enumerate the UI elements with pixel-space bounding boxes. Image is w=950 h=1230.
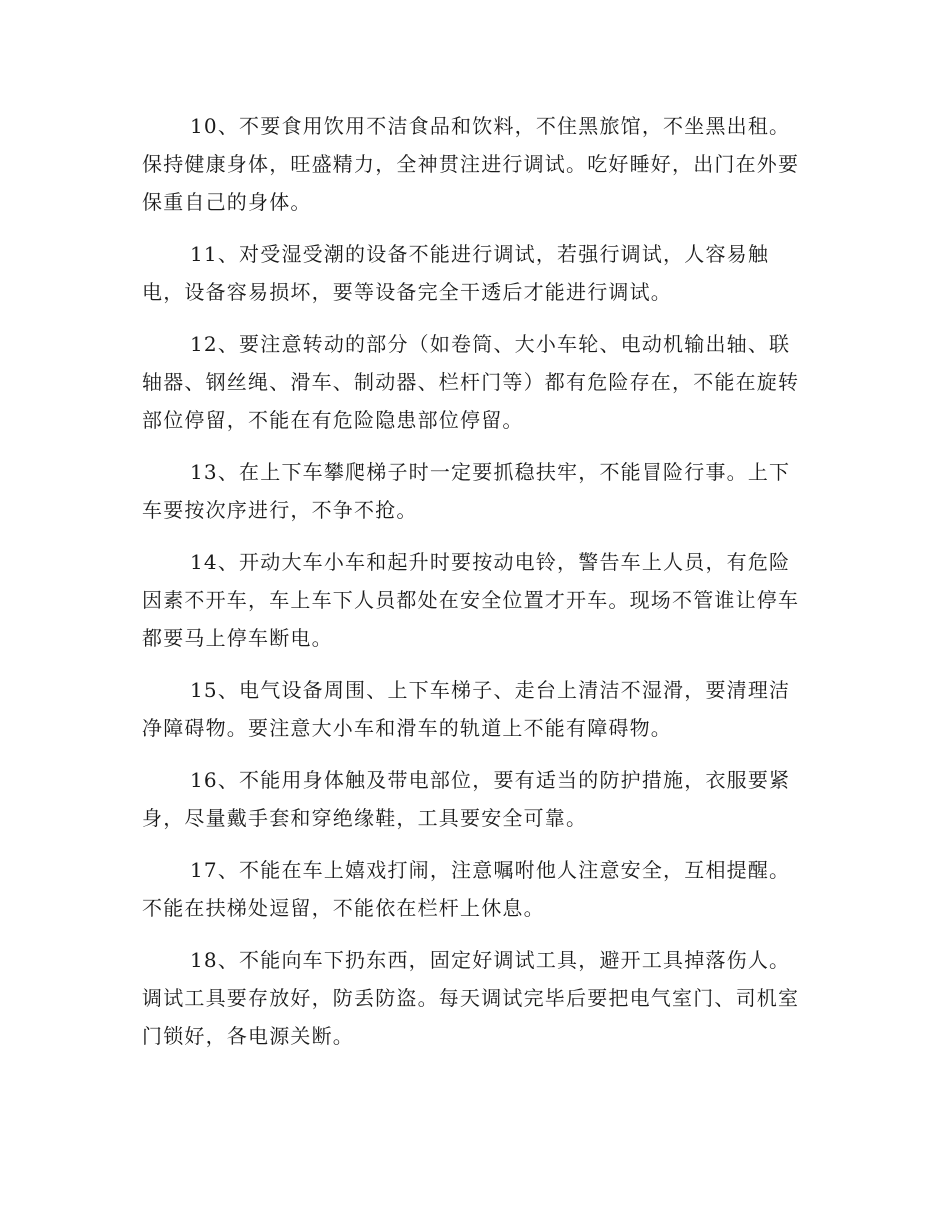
paragraph-16: 16、不能用身体触及带电部位，要有适当的防护措施，衣服要紧身，尽量戴手套和穿绝缘鞋，工具要安全可靠。 — [142, 768, 791, 830]
paragraph-18: 18、不能向车下扔东西，固定好调试工具，避开工具掉落伤人。调试工具要存放好，防丢防盗。每天调试完毕后要把电气室门、司机室门锁好，各电源关断。 — [142, 948, 800, 1048]
paragraph-13: 13、在上下车攀爬梯子时一定要抓稳扶牢，不能冒险行事。上下车要按次序进行，不争不抢。 — [142, 460, 791, 522]
paragraph-12: 12、要注意转动的部分（如卷筒、大小车轮、电动机输出轴、联轴器、钢丝绳、滑车、制动器、栏杆门等）都有危险存在，不能在旋转部位停留，不能在有危险隐患部位停留。 — [142, 332, 800, 432]
paragraph-14: 14、开动大车小车和起升时要按动电铃，警告车上人员，有危险因素不开车，车上车下人员都处在安全位置才开车。现场不管谁让停车都要马上停车断电。 — [142, 550, 800, 650]
paragraph-15: 15、电气设备周围、上下车梯子、走台上清洁不湿滑，要清理洁净障碍物。要注意大小车和滑车的轨道上不能有障碍物。 — [142, 678, 791, 740]
paragraph-17: 17、不能在车上嬉戏打闹，注意嘱咐他人注意安全，互相提醒。不能在扶梯处逗留，不能依在栏杆上休息。 — [142, 858, 791, 920]
paragraph-10: 10、不要食用饮用不洁食品和饮料，不住黑旅馆，不坐黑出租。保持健康身体，旺盛精力，全神贯注进行调试。吃好睡好，出门在外要保重自己的身体。 — [142, 114, 800, 214]
paragraph-11: 11、对受湿受潮的设备不能进行调试，若强行调试，人容易触电，设备容易损坏，要等设备完全干透后才能进行调试。 — [142, 242, 770, 304]
document-body — [142, 107, 802, 1069]
